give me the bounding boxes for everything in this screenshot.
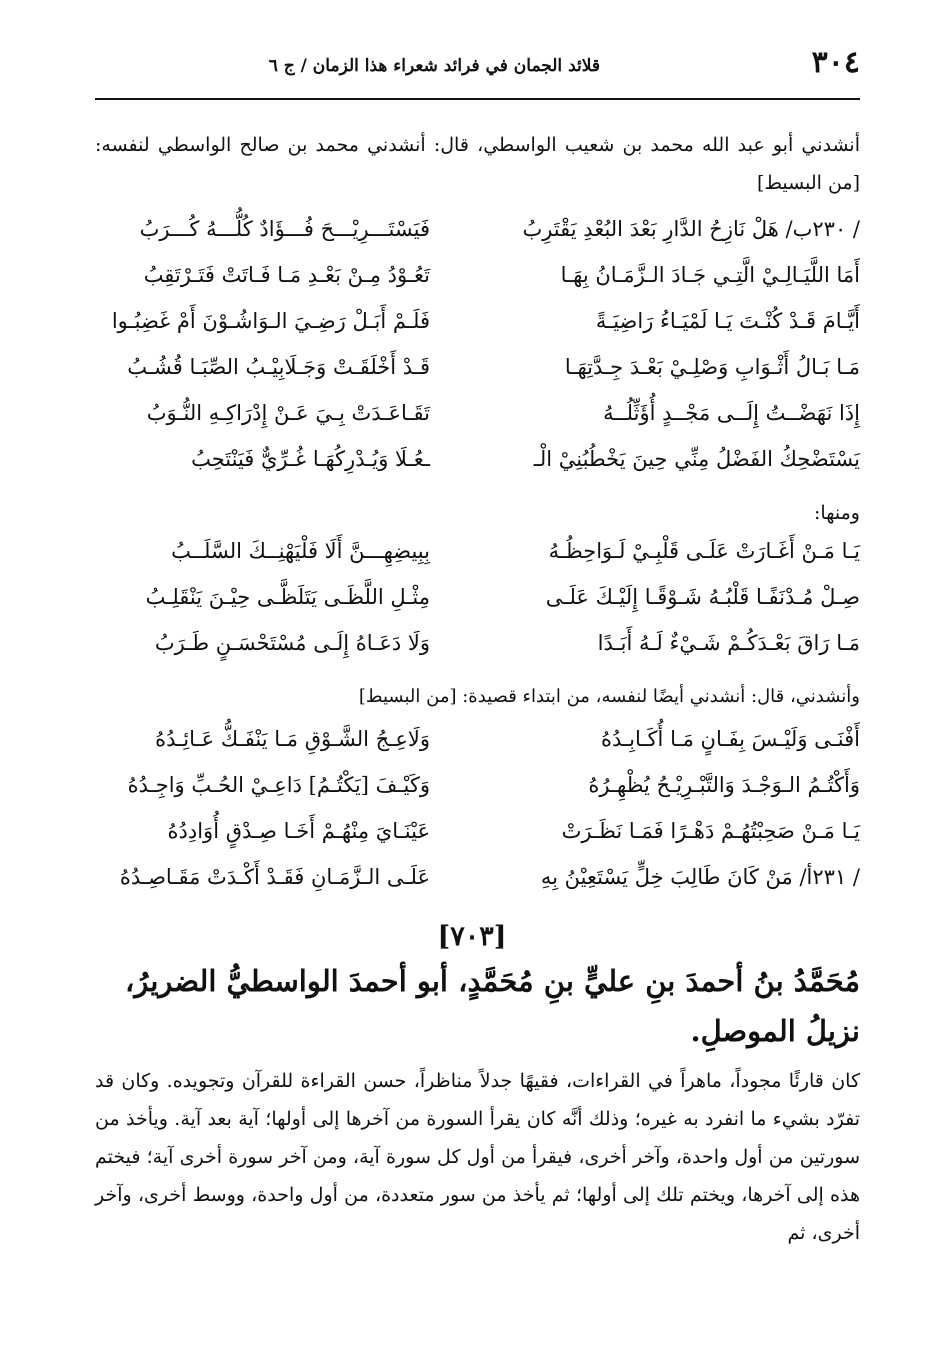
verse-second-hemistich: عَلَـى الـزَّمَـانِ فَقَـدْ أَكْـدَتْ مَقَـاصِـدُهُ (119, 865, 430, 889)
intro-paragraph (95, 126, 860, 202)
poem-1 (95, 206, 860, 482)
running-title: قلائد الجمان في فرائد شعراء هذا الزمان / ج ٦ (268, 56, 600, 76)
verse-second-hemistich: ـعُـلَا وَيُـدْرِكُهَـا غُـرِّيٌّ فَيَنْتَحِبُ (191, 447, 430, 471)
verse-first-hemistich: وَأَكْتُـمُ الـوَجْـدَ وَالتَّبْـرِيْـحُ يُظْهِـرُهُ (588, 773, 860, 797)
verse-first-hemistich: أَيَّـامَ قَـدْ كُنْـتَ يَـا لَمْيَـاءُ رَاضِيَـةً (595, 309, 860, 333)
verse-second-hemistich: تَعُـوْدُ مِـنْ بَعْـدِ مَـا فَـاتَتْ فَتَـرْتَقِبُ (143, 263, 430, 287)
verse-second-hemistich: تَقَـاعَـدَتْ بِـيَ عَـنْ إِدْرَاكِـهِ النُّـوَبُ (146, 401, 430, 425)
verse-line (95, 436, 860, 482)
verse-line (95, 206, 860, 252)
verse-first-hemistich: صِـلْ مُـدْنَفًـا قَلْبُـهُ شَـوْقًـا إِلَيْـكَ عَلَـى (545, 585, 860, 609)
verse-line (95, 344, 860, 390)
ومنها-label: ومنها: (813, 502, 860, 524)
verse-line (95, 390, 860, 436)
page-number: ٣٠٤ (811, 45, 860, 80)
verse-second-hemistich: قَـدْ أَخْلَقَـتْ وَجَـلَابِيْـبُ الصِّبَـا قُشُـبُ (127, 355, 430, 379)
verse-line (95, 252, 860, 298)
verse-first-hemistich: مَـا بَـالُ أَثْـوَابِ وَصْلِـيْ بَعْـدَ جِـدَّتِهَـا (564, 355, 860, 379)
verse-first-hemistich: إِذَا نَهَضْــتُ إِلَــى مَجْــدٍ أُؤَثِّلُــهُ (603, 401, 860, 425)
verse-second-hemistich: فَيَسْتَـــرِيْـــحَ فُـــؤَادٌ كُلُّـــهُ كُـــرَبُ (139, 217, 430, 241)
poem-2 (95, 528, 860, 666)
biography-text: كان قارئًا مجوداً، ماهراً في القراءات، فقيهًا جدلاً مناظراً، حسن القراءة للقرآن وتجويده. وكان قد تفرّد بشيء ما انفرد به غيره؛ وذلك أنَّه كان يقرأ السورة من آخرها إلى أولها؛ آية بعد آية. ويأخذ من سورتين من أول واحدة، وآخر أخرى، فيقرأ من أول كل سورة آية، ومن آخر سورة أخرى آية؛ فيختم هذه إلى آخرها، ويختم تلك إلى أولها؛ ثم يأخذ من سور متعددة، من أول واحدة، ووسط أخرى، وآخر أخرى، ثم (95, 1070, 860, 1244)
biography-paragraph (95, 1062, 860, 1252)
intro-text: أنشدني أبو عبد الله محمد بن شعيب الواسطي، قال: أنشدني محمد بن صالح الواسطي لنفسه: [من البسيط] (95, 134, 860, 194)
poem-3 (95, 716, 860, 900)
verse-first-hemistich: / ٢٣١أ/ مَنْ كَانَ طَالِبَ خِلٍّ يَسْتَعِيْنُ بِهِ (540, 865, 860, 889)
verse-line (95, 528, 860, 574)
page-header (95, 40, 860, 100)
verse-line (95, 298, 860, 344)
verse-first-hemistich: / ٢٣٠ب/ هَلْ نَازِحُ الدَّارِ بَعْدَ البُعْدِ يَقْتَرِبُ (522, 217, 860, 241)
verse-first-hemistich: أَمَا اللَّيَـالِـيْ الَّتِـي جَـادَ الـزَّمَـانُ بِهَـا (560, 263, 860, 287)
verse-line (95, 716, 860, 762)
intro-2: وأنشدني، قال: أنشدني أيضًا لنفسه، من ابتداء قصيدة: [من البسيط] (358, 686, 860, 707)
verse-line (95, 620, 860, 666)
verse-first-hemistich: يَـا مَـنْ أَغَـارَتْ عَلَـى قَلْبِـيْ لَـوَاحِظُـهُ (548, 539, 860, 563)
verse-first-hemistich: يَسْتَضْحِكُ الفَضْلُ مِنِّي حِينَ يَخْطُبُنِيْ الْـ (533, 447, 860, 471)
verse-second-hemistich: مِثْـلِ اللَّظَـى يَتَلَظَّـى حِيْـنَ يَنْقَلِـبُ (145, 585, 430, 609)
verse-line (95, 574, 860, 620)
verse-second-hemistich: وَكَيْـفَ [يَكْتُـمُ] دَاعِـيْ الحُـبِّ وَاجِـدُهُ (127, 773, 430, 797)
verse-second-hemistich: فَلَـمْ أَبَـلْ رَضِـيَ الـوَاشُـوْنَ أَمْ غَضِبُـوا (111, 309, 430, 333)
verse-second-hemistich: وَلَاعِـجُ الشَّـوْقِ مَـا يَنْفَـكُّ عَـائِـدُهُ (155, 727, 430, 751)
verse-line (95, 854, 860, 900)
verse-first-hemistich: مَـا رَاقَ بَعْـدَكُـمْ شَـيْءٌ لَـهُ أَبَـدًا (597, 631, 860, 655)
verse-line (95, 762, 860, 808)
verse-first-hemistich: أَفْنَـى وَلَيْـسَ بِفَـانٍ مَـا أُكَـابِـدُهُ (600, 727, 860, 751)
verse-second-hemistich: عَيْنَـايَ مِنْهُـمْ أَخَـا صِـدْقٍ أُوَادِدُهُ (167, 819, 430, 843)
biography-title: مُحَمَّدُ بنُ أحمدَ بنِ عليٍّ بنِ مُحَمَّدٍ، أبو أحمدَ الواسطيُّ الضريرُ، نزيلُ الموصلِ. (124, 964, 860, 1048)
biography-number: [٧٠٣] (437, 921, 507, 952)
verse-first-hemistich: يَـا مَـنْ صَحِبْتُهُـمْ دَهْـرًا فَمَـا نَظَـرَتْ (561, 819, 860, 843)
verse-second-hemistich: وَلَا دَعَـاهُ إِلَـى مُسْتَحْسَـنٍ طَـرَبُ (154, 631, 430, 655)
verse-line (95, 808, 860, 854)
verse-second-hemistich: بِبِيضِهِـــنَّ أَلَا فَلْيَهْنِــكَ السَّلَــبُ (171, 539, 430, 563)
